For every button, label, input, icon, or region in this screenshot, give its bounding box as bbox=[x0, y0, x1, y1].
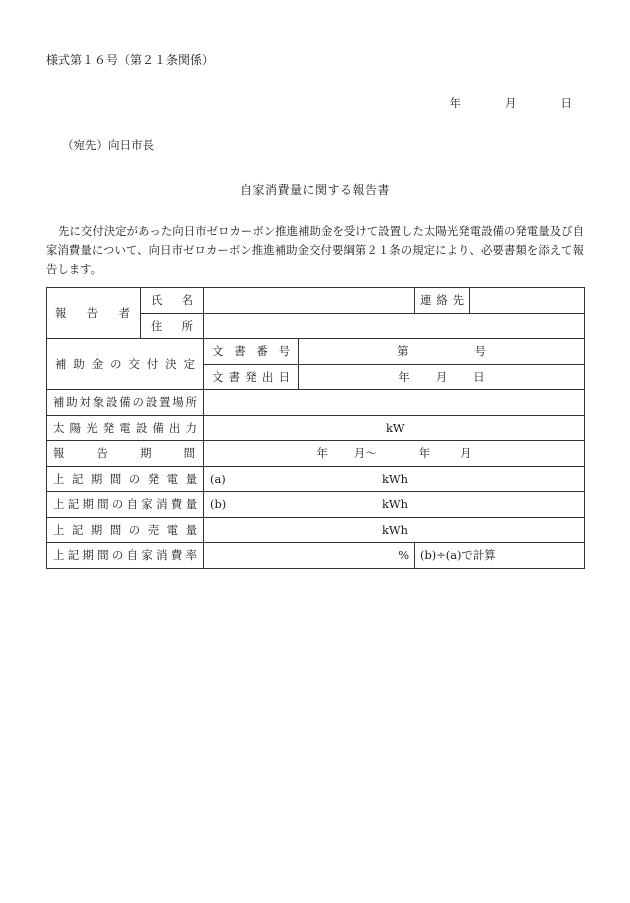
table-row bbox=[47, 390, 585, 416]
date-month-label: 月 bbox=[505, 96, 517, 110]
generation-label: 上記期間の発電量 bbox=[47, 466, 204, 492]
table-row bbox=[47, 415, 585, 441]
period-label: 報告期間 bbox=[47, 441, 204, 467]
solar-output-field[interactable] bbox=[204, 415, 585, 441]
date-year-label: 年 bbox=[449, 96, 461, 110]
generation-unit: kWh bbox=[382, 471, 408, 486]
name-label: 氏名 bbox=[141, 288, 204, 314]
issue-month-label: 月 bbox=[435, 369, 448, 384]
table-row bbox=[47, 339, 585, 365]
self-consumption-field[interactable] bbox=[204, 492, 585, 518]
table-row bbox=[47, 441, 585, 467]
table-row bbox=[47, 492, 585, 518]
table-row bbox=[47, 517, 585, 543]
name-field[interactable] bbox=[204, 288, 415, 314]
solar-output-unit: kW bbox=[386, 420, 405, 435]
table-row bbox=[47, 288, 585, 314]
period-year-end: 年 bbox=[418, 446, 431, 461]
issue-day-label: 日 bbox=[473, 369, 485, 384]
date-day-label: 日 bbox=[560, 96, 572, 110]
report-form-table bbox=[46, 287, 585, 569]
sold-field[interactable] bbox=[204, 517, 585, 543]
form-number: 様式第１６号（第２１条関係） bbox=[46, 53, 215, 67]
contact-field[interactable] bbox=[470, 288, 585, 314]
grant-decision-label: 補助金の交付決定 bbox=[47, 339, 204, 390]
rate-field[interactable] bbox=[204, 543, 415, 569]
self-consumption-tag: (b) bbox=[210, 497, 227, 512]
body-paragraph: 先に交付決定があった向日市ゼロカーボン推進補助金を受けて設置した太陽光発電設備の発電量及び自家消費量について、向日市ゼロカーボン推進補助金交付要綱第２１条の規定により、必要書類を添えて報告します。 bbox=[46, 224, 584, 276]
install-location-field[interactable] bbox=[204, 390, 585, 416]
period-year-start: 年 bbox=[316, 446, 328, 461]
sold-unit: kWh bbox=[382, 522, 408, 537]
issue-date-field[interactable] bbox=[299, 364, 585, 390]
address-field[interactable] bbox=[204, 313, 585, 339]
self-consumption-label: 上記期間の自家消費量 bbox=[47, 492, 204, 518]
addressee: （宛先）向日市長 bbox=[62, 138, 154, 152]
document-title: 自家消費量に関する報告書 bbox=[239, 183, 390, 197]
address-label: 住所 bbox=[141, 313, 204, 339]
self-consumption-unit: kWh bbox=[382, 497, 408, 512]
rate-formula: (b)÷(a)で計算 bbox=[415, 543, 585, 569]
generation-field[interactable] bbox=[204, 466, 585, 492]
doc-number-label: 文書番号 bbox=[204, 339, 299, 365]
sold-label: 上記期間の売電量 bbox=[47, 517, 204, 543]
issue-year-label: 年 bbox=[398, 369, 410, 384]
generation-tag: (a) bbox=[210, 471, 226, 486]
solar-output-label: 太陽光発電設備出力 bbox=[47, 415, 204, 441]
date-line bbox=[450, 95, 573, 111]
table-row bbox=[47, 466, 585, 492]
doc-number-suffix: 号 bbox=[474, 344, 486, 359]
doc-number-field[interactable] bbox=[299, 339, 585, 365]
install-location-label: 補助対象設備の設置場所 bbox=[47, 390, 204, 416]
period-month-end: 月 bbox=[460, 446, 472, 461]
reporter-label: 報告者 bbox=[47, 288, 141, 339]
period-field[interactable] bbox=[204, 441, 585, 467]
rate-unit: % bbox=[398, 548, 410, 563]
doc-number-prefix: 第 bbox=[397, 344, 409, 359]
table-row bbox=[47, 543, 585, 569]
issue-date-label: 文書発出日 bbox=[204, 364, 299, 390]
rate-label: 上記期間の自家消費率 bbox=[47, 543, 204, 569]
contact-label: 連絡先 bbox=[415, 288, 470, 314]
period-month-start: 月～ bbox=[353, 446, 377, 461]
